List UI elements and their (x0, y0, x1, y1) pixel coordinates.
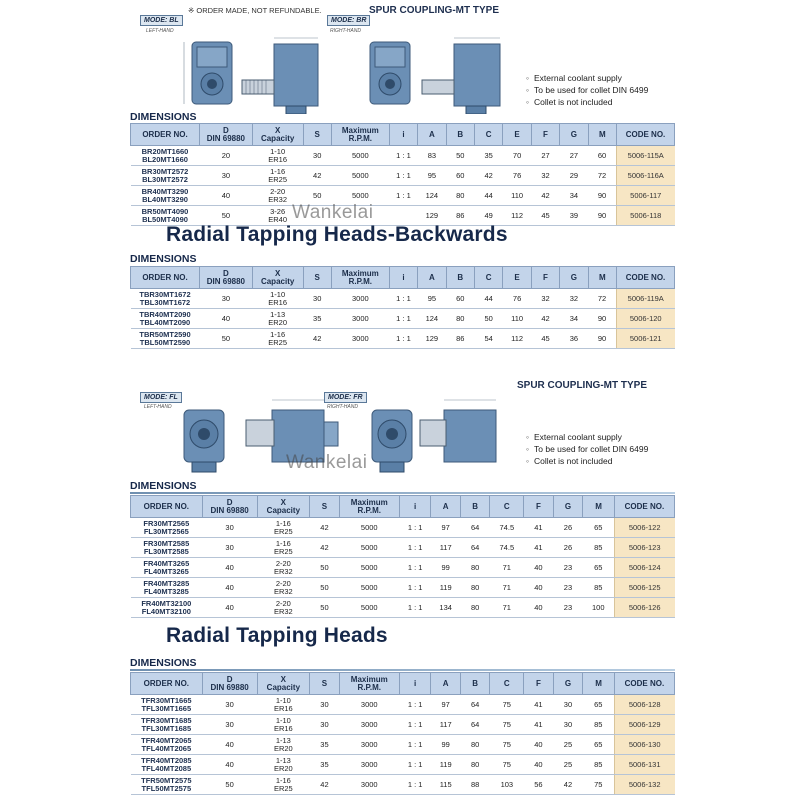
section-title-radial: Radial Tapping Heads (166, 624, 388, 647)
b-cell: 80 (460, 598, 490, 618)
b-cell: 80 (446, 186, 474, 206)
tool-head-diagram-top (170, 34, 510, 114)
table-row (131, 755, 675, 775)
i-cell: 1 : 1 (399, 558, 431, 578)
b-cell: 80 (460, 558, 490, 578)
rpm-cell: 3000 (339, 695, 399, 715)
table-row (131, 735, 675, 755)
spec-table-4 (130, 672, 675, 795)
order-no-cell: FR40MT3285 FL40MT3285 (131, 578, 203, 598)
d-cell: 40 (202, 755, 257, 775)
order-note: ※ ORDER MADE, NOT REFUNDABLE. (188, 6, 322, 15)
table-row (131, 146, 675, 166)
code-cell: 5006-118 (617, 206, 675, 226)
g-cell: 23 (553, 558, 583, 578)
bl-side-view (242, 38, 318, 114)
a-cell: 95 (418, 289, 446, 309)
table-row (131, 538, 675, 558)
s-cell: 35 (310, 755, 340, 775)
code-cell: 5006-119A (617, 289, 675, 309)
e-cell: 112 (503, 329, 531, 349)
code-cell: 5006-130 (614, 735, 674, 755)
code-cell: 5006-122 (614, 518, 674, 538)
m-cell: 90 (588, 186, 616, 206)
a-cell: 115 (431, 775, 461, 795)
order-no-cell: FR40MT32100 FL40MT32100 (131, 598, 203, 618)
table-row (131, 518, 675, 538)
b-cell: 80 (446, 309, 474, 329)
e-cell: 110 (503, 309, 531, 329)
a-cell: 117 (431, 715, 461, 735)
table-row (131, 289, 675, 309)
capacity-cell: 2-20 ER32 (257, 578, 310, 598)
capacity-cell: 1-10 ER16 (252, 146, 303, 166)
table-row (131, 598, 675, 618)
s-cell: 42 (303, 329, 331, 349)
feature-item: ◦ External coolant supply (526, 73, 622, 83)
code-cell: 5006-126 (614, 598, 674, 618)
rpm-cell: 5000 (331, 186, 389, 206)
order-no-cell: BR40MT3290 BL40MT3290 (131, 186, 200, 206)
c-cell: 50 (474, 309, 502, 329)
capacity-cell: 1-16 ER25 (257, 775, 310, 795)
capacity-cell: 3-26 ER40 (252, 206, 303, 226)
a-cell: 119 (431, 755, 461, 775)
a-cell: 134 (431, 598, 461, 618)
b-cell: 60 (446, 166, 474, 186)
s-cell: 50 (310, 578, 340, 598)
capacity-cell: 1-13 ER20 (257, 735, 310, 755)
order-no-cell: TFR50MT2575 TFL50MT2575 (131, 775, 203, 795)
c-cell: 75 (490, 755, 524, 775)
d-cell: 40 (202, 598, 257, 618)
section-title-backwards: Radial Tapping Heads-Backwards (166, 223, 508, 246)
c-cell: 44 (474, 186, 502, 206)
feature-list-top (526, 72, 648, 108)
c-cell: 103 (490, 775, 524, 795)
e-cell: 112 (503, 206, 531, 226)
m-cell: 85 (583, 578, 615, 598)
m-cell: 85 (583, 755, 615, 775)
f-cell: 40 (524, 578, 554, 598)
code-cell: 5006-125 (614, 578, 674, 598)
capacity-cell: 1-10 ER16 (252, 289, 303, 309)
c-cell: 35 (474, 146, 502, 166)
s-cell: 30 (303, 289, 331, 309)
coupling-title-top: SPUR COUPLING-MT TYPE (369, 5, 500, 16)
feature-item: ◦ External coolant supply (526, 432, 622, 442)
rpm-cell: 3000 (339, 775, 399, 795)
s-cell: 30 (310, 715, 340, 735)
f-cell: 41 (524, 518, 554, 538)
b-cell: 64 (460, 518, 490, 538)
order-no-cell: BR50MT4090 BL50MT4090 (131, 206, 200, 226)
a-cell: 124 (418, 309, 446, 329)
order-no-cell: TBR40MT2090 TBL40MT2090 (131, 309, 200, 329)
code-cell: 5006-132 (614, 775, 674, 795)
b-cell: 64 (460, 715, 490, 735)
feature-item: ◦ Collet is not included (526, 456, 613, 466)
b-cell: 64 (460, 695, 490, 715)
e-cell: 76 (503, 166, 531, 186)
rpm-cell: 3000 (331, 289, 389, 309)
br-front-view (370, 42, 410, 104)
d-cell: 40 (202, 578, 257, 598)
a-cell: 95 (418, 166, 446, 186)
order-no-cell: FR40MT3265 FL40MT3265 (131, 558, 203, 578)
g-cell: 25 (553, 755, 583, 775)
a-cell: 117 (431, 538, 461, 558)
s-cell: 35 (310, 735, 340, 755)
f-cell: 41 (524, 715, 554, 735)
c-cell: 71 (490, 578, 524, 598)
i-cell: 1 : 1 (389, 289, 417, 309)
a-cell: 129 (418, 206, 446, 226)
s-cell: 42 (310, 775, 340, 795)
g-cell: 32 (560, 289, 588, 309)
b-cell: 88 (460, 775, 490, 795)
s-cell: 50 (310, 558, 340, 578)
i-cell: 1 : 1 (399, 715, 431, 735)
rpm-cell: 5000 (339, 538, 399, 558)
m-cell: 75 (583, 775, 615, 795)
b-cell: 60 (446, 289, 474, 309)
order-no-cell: TFR40MT2085 TFL40MT2085 (131, 755, 203, 775)
s-cell: 42 (303, 166, 331, 186)
order-no-cell: BR20MT1660 BL20MT1660 (131, 146, 200, 166)
spec-table-1 (130, 123, 675, 226)
f-cell: 41 (524, 538, 554, 558)
rpm-cell: 3000 (331, 309, 389, 329)
i-cell: 1 : 1 (389, 309, 417, 329)
mode-br-tag: MODE: BR (327, 15, 370, 26)
f-cell: 40 (524, 598, 554, 618)
divider-4 (130, 669, 675, 671)
mode-fr-hand: RIGHT-HAND (327, 404, 358, 410)
m-cell: 90 (588, 329, 616, 349)
d-cell: 30 (202, 538, 257, 558)
s-cell: 42 (310, 518, 340, 538)
g-cell: 25 (553, 735, 583, 755)
d-cell: 30 (202, 715, 257, 735)
mode-fl-hand: LEFT-HAND (144, 404, 172, 410)
f-cell: 45 (531, 329, 559, 349)
i-cell: 1 : 1 (399, 598, 431, 618)
g-cell: 30 (553, 695, 583, 715)
code-cell: 5006-128 (614, 695, 674, 715)
table-row (131, 166, 675, 186)
g-cell: 30 (553, 715, 583, 735)
m-cell: 72 (588, 289, 616, 309)
order-no-cell: TFR30MT1665 TFL30MT1665 (131, 695, 203, 715)
g-cell: 29 (560, 166, 588, 186)
code-cell: 5006-115A (617, 146, 675, 166)
m-cell: 72 (588, 166, 616, 186)
table-row (131, 715, 675, 735)
capacity-cell: 1-16 ER25 (257, 518, 310, 538)
mode-bl-hand: LEFT-HAND (146, 28, 174, 34)
order-no-cell: TFR30MT1685 TFL30MT1685 (131, 715, 203, 735)
i-cell: 1 : 1 (399, 735, 431, 755)
order-no-cell: TBR50MT2590 TBL50MT2590 (131, 329, 200, 349)
c-cell: 75 (490, 695, 524, 715)
a-cell: 83 (418, 146, 446, 166)
a-cell: 124 (418, 186, 446, 206)
g-cell: 34 (560, 186, 588, 206)
f-cell: 32 (531, 166, 559, 186)
spec-table-2 (130, 266, 675, 349)
f-cell: 40 (524, 735, 554, 755)
d-cell: 20 (200, 146, 253, 166)
f-cell: 56 (524, 775, 554, 795)
m-cell: 60 (588, 146, 616, 166)
table-row (131, 558, 675, 578)
s-cell: 35 (303, 309, 331, 329)
d-cell: 50 (200, 206, 253, 226)
g-cell: 36 (560, 329, 588, 349)
f-cell: 32 (531, 289, 559, 309)
fr-side-view (420, 400, 496, 462)
f-cell: 27 (531, 146, 559, 166)
m-cell: 65 (583, 735, 615, 755)
g-cell: 23 (553, 598, 583, 618)
s-cell: 30 (303, 146, 331, 166)
table-header-row: ORDER NO. D DIN 69880 X Capacity S Maximum R.P.M. i A B C E F G M CODE NO. (131, 267, 675, 289)
d-cell: 30 (200, 166, 253, 186)
mode-fl-tag: MODE: FL (140, 392, 182, 403)
table-row (131, 695, 675, 715)
i-cell: 1 : 1 (399, 775, 431, 795)
f-cell: 45 (531, 206, 559, 226)
g-cell: 34 (560, 309, 588, 329)
table-row (131, 775, 675, 795)
f-cell: 40 (524, 755, 554, 775)
a-cell: 97 (431, 518, 461, 538)
m-cell: 65 (583, 695, 615, 715)
e-cell: 70 (503, 146, 531, 166)
table-row (131, 309, 675, 329)
capacity-cell: 1-13 ER20 (257, 755, 310, 775)
divider-3 (130, 492, 675, 494)
e-cell: 76 (503, 289, 531, 309)
c-cell: 54 (474, 329, 502, 349)
order-no-cell: FR30MT2565 FL30MT2565 (131, 518, 203, 538)
c-cell: 74.5 (490, 538, 524, 558)
b-cell: 64 (460, 538, 490, 558)
a-cell: 99 (431, 558, 461, 578)
s-cell: 42 (310, 538, 340, 558)
c-cell: 75 (490, 735, 524, 755)
i-cell: 1 : 1 (399, 538, 431, 558)
m-cell: 65 (583, 518, 615, 538)
d-cell: 30 (202, 518, 257, 538)
code-cell: 5006-131 (614, 755, 674, 775)
watermark-middle: Wankelai (286, 452, 368, 473)
capacity-cell: 2-20 ER32 (257, 558, 310, 578)
mode-fr-tag: MODE: FR (324, 392, 367, 403)
b-cell: 80 (460, 735, 490, 755)
c-cell: 75 (490, 715, 524, 735)
g-cell: 26 (553, 518, 583, 538)
f-cell: 41 (524, 695, 554, 715)
code-cell: 5006-116A (617, 166, 675, 186)
a-cell: 129 (418, 329, 446, 349)
dimensions-label-3: DIMENSIONS (130, 480, 197, 492)
b-cell: 86 (446, 206, 474, 226)
capacity-cell: 1-16 ER25 (252, 329, 303, 349)
i-cell: 1 : 1 (389, 186, 417, 206)
fr-front-view (372, 410, 412, 472)
c-cell: 74.5 (490, 518, 524, 538)
rpm-cell: 3000 (339, 755, 399, 775)
capacity-cell: 2-20 ER32 (257, 598, 310, 618)
c-cell: 71 (490, 558, 524, 578)
order-no-cell: BR30MT2572 BL30MT2572 (131, 166, 200, 186)
f-cell: 42 (531, 309, 559, 329)
d-cell: 40 (202, 735, 257, 755)
dimensions-label-1: DIMENSIONS (130, 111, 197, 123)
e-cell: 110 (503, 186, 531, 206)
table-row (131, 329, 675, 349)
d-cell: 30 (202, 695, 257, 715)
a-cell: 119 (431, 578, 461, 598)
capacity-cell: 1-16 ER25 (257, 538, 310, 558)
d-cell: 40 (202, 558, 257, 578)
dimensions-label-4: DIMENSIONS (130, 657, 197, 669)
code-cell: 5006-124 (614, 558, 674, 578)
capacity-cell: 1-13 ER20 (252, 309, 303, 329)
code-cell: 5006-123 (614, 538, 674, 558)
feature-item: ◦ Collet is not included (526, 97, 613, 107)
m-cell: 90 (588, 206, 616, 226)
a-cell: 99 (431, 735, 461, 755)
rpm-cell: 3000 (331, 329, 389, 349)
feature-item: ◦ To be used for collet DIN 6499 (526, 444, 649, 454)
br-side-view (422, 38, 500, 114)
f-cell: 40 (524, 558, 554, 578)
b-cell: 80 (460, 755, 490, 775)
table-header-row: ORDER NO. D DIN 69880 X Capacity S Maximum R.P.M. i A B C F G M CODE NO. (131, 496, 675, 518)
c-cell: 71 (490, 598, 524, 618)
c-cell: 44 (474, 289, 502, 309)
rpm-cell: 5000 (331, 166, 389, 186)
m-cell: 100 (583, 598, 615, 618)
b-cell: 80 (460, 578, 490, 598)
i-cell: 1 : 1 (399, 695, 431, 715)
code-cell: 5006-129 (614, 715, 674, 735)
g-cell: 26 (553, 538, 583, 558)
c-cell: 42 (474, 166, 502, 186)
bl-front-view (184, 42, 232, 104)
table-row (131, 578, 675, 598)
feature-list-middle (526, 431, 648, 467)
table-row (131, 186, 675, 206)
g-cell: 23 (553, 578, 583, 598)
g-cell: 27 (560, 146, 588, 166)
capacity-cell: 2-20 ER32 (252, 186, 303, 206)
d-cell: 40 (200, 309, 253, 329)
capacity-cell: 1-16 ER25 (252, 166, 303, 186)
table-header-row: ORDER NO. D DIN 69880 X Capacity S Maximum R.P.M. i A B C E F G M CODE NO. (131, 124, 675, 146)
rpm-cell: 5000 (339, 578, 399, 598)
i-cell: 1 : 1 (389, 329, 417, 349)
i-cell: 1 : 1 (399, 578, 431, 598)
b-cell: 50 (446, 146, 474, 166)
order-no-cell: FR30MT2585 FL30MT2585 (131, 538, 203, 558)
g-cell: 42 (553, 775, 583, 795)
i-cell: 1 : 1 (399, 518, 431, 538)
i-cell: 1 : 1 (399, 755, 431, 775)
i-cell: 1 : 1 (389, 146, 417, 166)
b-cell: 86 (446, 329, 474, 349)
rpm-cell: 5000 (339, 558, 399, 578)
f-cell: 42 (531, 186, 559, 206)
code-cell: 5006-117 (617, 186, 675, 206)
mode-bl-tag: MODE: BL (140, 15, 183, 26)
m-cell: 85 (583, 538, 615, 558)
capacity-cell: 1-10 ER16 (257, 695, 310, 715)
watermark-top: Wankelai (292, 202, 374, 223)
rpm-cell: 5000 (331, 146, 389, 166)
code-cell: 5006-120 (617, 309, 675, 329)
g-cell: 39 (560, 206, 588, 226)
rpm-cell: 5000 (339, 598, 399, 618)
spec-table-3 (130, 495, 675, 618)
dimensions-label-2: DIMENSIONS (130, 253, 197, 265)
code-cell: 5006-121 (617, 329, 675, 349)
rpm-cell: 3000 (339, 735, 399, 755)
coupling-title-middle: SPUR COUPLING-MT TYPE (517, 380, 648, 391)
d-cell: 40 (200, 186, 253, 206)
order-no-cell: TBR30MT1672 TBL30MT1672 (131, 289, 200, 309)
feature-item: ◦ To be used for collet DIN 6499 (526, 85, 649, 95)
s-cell: 50 (310, 598, 340, 618)
d-cell: 30 (200, 289, 253, 309)
order-no-cell: TFR40MT2065 TFL40MT2065 (131, 735, 203, 755)
rpm-cell: 5000 (339, 518, 399, 538)
capacity-cell: 1-10 ER16 (257, 715, 310, 735)
d-cell: 50 (200, 329, 253, 349)
rpm-cell: 3000 (339, 715, 399, 735)
m-cell: 90 (588, 309, 616, 329)
fl-front-view (184, 410, 224, 472)
c-cell: 49 (474, 206, 502, 226)
i-cell: 1 : 1 (389, 166, 417, 186)
table-header-row: ORDER NO. D DIN 69880 X Capacity S Maximum R.P.M. i A B C F G M CODE NO. (131, 673, 675, 695)
mode-br-hand: RIGHT-HAND (330, 28, 361, 34)
a-cell: 97 (431, 695, 461, 715)
s-cell: 30 (310, 695, 340, 715)
m-cell: 85 (583, 715, 615, 735)
d-cell: 50 (202, 775, 257, 795)
s-cell: 50 (303, 186, 331, 206)
m-cell: 65 (583, 558, 615, 578)
